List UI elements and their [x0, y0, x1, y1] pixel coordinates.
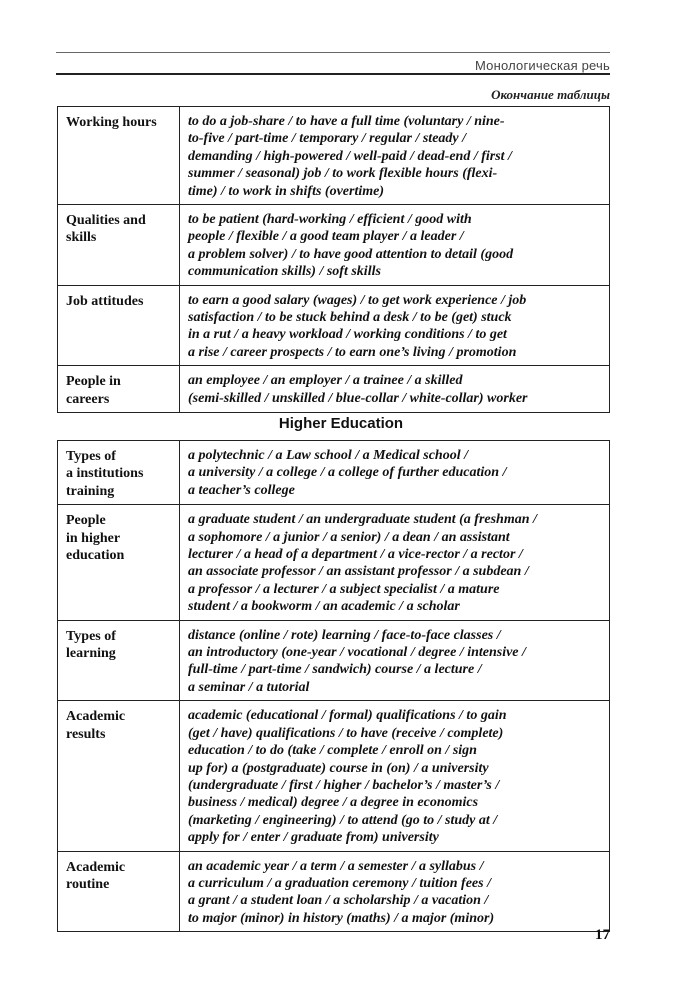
vocabulary-line: a university / a college / a college of further education /: [188, 465, 507, 481]
vocabulary-line: student / a bookworm / an academic / a scholar: [188, 599, 460, 615]
table-row: [58, 441, 610, 505]
vocabulary-line: in a rut / a heavy workload / working conditions / to get: [188, 327, 507, 343]
category-label-line: a institutions: [66, 466, 144, 482]
table-continuation-note: Окончание таблицы: [491, 87, 610, 102]
higher-education-body: [58, 441, 610, 932]
vocabulary-line: up for) a (postgraduate) course in (on) / a university: [188, 760, 489, 776]
vocabulary-line: an academic year / a term / a semester / a syllabus /: [188, 858, 484, 874]
category-label-line: Academic: [66, 859, 126, 875]
category-label-line: learning: [66, 646, 116, 662]
vocabulary-line: to-five / part-time / temporary / regular / steady /: [188, 131, 467, 147]
category-cell: [58, 366, 180, 413]
vocabulary-cell: [180, 701, 610, 851]
table-row: [58, 285, 610, 366]
category-label-line: skills: [66, 230, 97, 246]
table-row: [58, 851, 610, 932]
vocabulary-line: (marketing / engineering) / to attend (go to / study at /: [188, 812, 498, 828]
category-cell: [58, 701, 180, 851]
vocabulary-line: communication skills) / soft skills: [188, 264, 381, 280]
vocabulary-line: a seminar / a tutorial: [188, 679, 310, 695]
vocabulary-line: demanding / high-powered / well-paid / dead-end / first /: [188, 148, 512, 164]
vocabulary-cell: [180, 107, 610, 205]
category-label-line: Types of: [66, 449, 116, 464]
higher-education-table: [57, 440, 610, 932]
vocabulary-cell: [180, 441, 610, 505]
work-vocabulary-table: [57, 106, 610, 413]
category-cell: [58, 205, 180, 286]
vocabulary-line: a grant / a student loan / a scholarship / a vacation /: [188, 893, 489, 909]
vocabulary-line: an associate professor / an assistant professor / a subdean /: [188, 564, 529, 580]
vocabulary-line: academic (educational / formal) qualifications / to gain: [188, 708, 507, 724]
vocabulary-line: an employee / an employer / a trainee / a skilled: [188, 373, 463, 389]
vocabulary-line: a rise / career prospects / to earn one’s living / promotion: [188, 344, 517, 360]
table-row: [58, 701, 610, 851]
vocabulary-cell: [180, 620, 610, 701]
section-title: Higher Education: [278, 415, 404, 432]
vocabulary-line: a polytechnic / a Law school / a Medical school /: [188, 448, 468, 463]
vocabulary-cell: [180, 851, 610, 932]
vocabulary-line: (get / have) qualifications / to have (receive / complete): [188, 725, 504, 741]
table-row: [58, 620, 610, 701]
work-vocabulary-body: [58, 107, 610, 413]
vocabulary-line: lecturer / a head of a department / a vice-rector / a rector /: [188, 547, 523, 563]
table-row: [58, 205, 610, 286]
vocabulary-cell: [180, 366, 610, 413]
vocabulary-line: time) / to work in shifts (overtime): [188, 183, 384, 199]
category-label-line: People in: [66, 374, 121, 390]
vocabulary-line: a teacher’s college: [188, 482, 295, 498]
category-cell: [58, 851, 180, 932]
category-cell: [58, 505, 180, 620]
category-label-line: education: [66, 548, 125, 564]
vocabulary-line: people / flexible / a good team player / a leader /: [188, 229, 464, 245]
category-label-line: in higher: [66, 530, 121, 546]
category-label-line: Working hours: [66, 115, 157, 130]
vocabulary-line: distance (online / rote) learning / face-to-face classes /: [188, 627, 501, 643]
vocabulary-cell: [180, 505, 610, 620]
header-rule-bottom: [56, 73, 610, 75]
category-cell: [58, 620, 180, 701]
vocabulary-cell: [180, 285, 610, 366]
header-rule-top: [56, 52, 610, 53]
table-row: [58, 107, 610, 205]
category-label-line: Qualities and: [66, 213, 146, 229]
vocabulary-line: a curriculum / a graduation ceremony / tuition fees /: [188, 875, 491, 891]
vocabulary-line: summer / seasonal) job / to work flexible hours (flexi-: [188, 166, 498, 182]
vocabulary-line: a professor / a lecturer / a subject specialist / a mature: [188, 581, 500, 597]
vocabulary-line: to be patient (hard-working / efficient / good with: [188, 212, 472, 228]
vocabulary-line: a sophomore / a junior / a senior) / a dean / an assistant: [188, 529, 510, 545]
category-label-line: training: [66, 483, 115, 499]
category-label-line: results: [66, 726, 106, 742]
category-label-line: Job attitudes: [66, 293, 144, 309]
vocabulary-line: satisfaction / to be stuck behind a desk / to be (get) stuck: [188, 310, 512, 326]
vocabulary-line: business / medical) degree / a degree in economics: [188, 795, 479, 811]
vocabulary-line: to do a job-share / to have a full time (voluntary / nine-: [188, 114, 505, 129]
category-label-line: People: [66, 513, 106, 529]
category-label-line: Academic: [66, 709, 126, 725]
vocabulary-line: to earn a good salary (wages) / to get work experience / job: [188, 292, 527, 308]
category-label-line: Types of: [66, 628, 116, 644]
category-label-line: careers: [66, 391, 110, 407]
vocabulary-line: (semi-skilled / unskilled / blue-collar / white-collar) worker: [188, 390, 528, 406]
table-row: [58, 505, 610, 620]
category-cell: [58, 441, 180, 505]
table-row: [58, 366, 610, 413]
vocabulary-line: apply for / enter / graduate from) university: [188, 830, 439, 846]
vocabulary-line: a graduate student / an undergraduate student (a freshman /: [188, 512, 537, 528]
page-number: 17: [595, 927, 610, 943]
vocabulary-line: an introductory (one-year / vocational / degree / intensive /: [188, 645, 526, 661]
vocabulary-line: a problem solver) / to have good attention to detail (good: [188, 246, 514, 262]
vocabulary-line: (undergraduate / first / higher / bachelor’s / master’s /: [188, 777, 500, 793]
vocabulary-cell: [180, 205, 610, 286]
vocabulary-line: full-time / part-time / sandwich) course / a lecture /: [188, 662, 482, 678]
running-head: Монологическая речь: [474, 58, 610, 73]
vocabulary-line: to major (minor) in history (maths) / a major (minor): [188, 910, 495, 926]
category-cell: [58, 285, 180, 366]
category-label-line: routine: [66, 876, 110, 892]
vocabulary-line: education / to do (take / complete / enroll on / sign: [188, 743, 477, 759]
category-cell: [58, 107, 180, 205]
